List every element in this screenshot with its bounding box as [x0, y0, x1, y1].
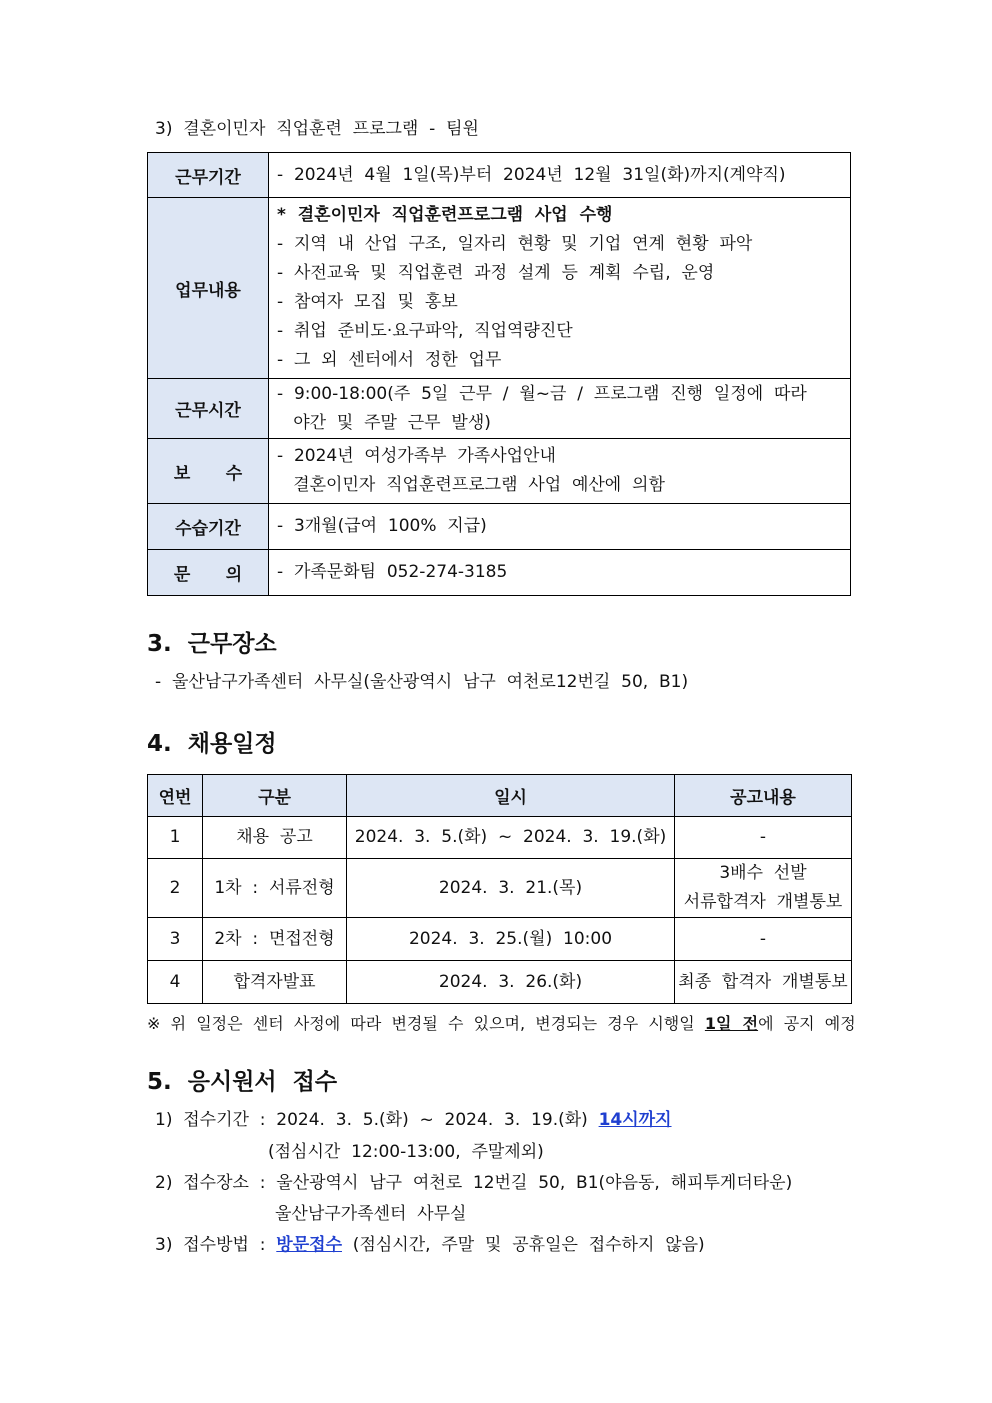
table-row — [148, 859, 852, 918]
application-method — [155, 1234, 705, 1256]
row-label: 근무기간 — [148, 153, 269, 198]
table-row — [148, 153, 851, 198]
table-row — [148, 439, 851, 504]
table-row — [148, 961, 852, 1004]
row-value: - 3개월(급여 100% 지급) — [269, 504, 851, 550]
subsection-heading: 3) 결혼이민자 직업훈련 프로그램 - 팀원 — [155, 119, 479, 139]
pay-line: 결혼이민자 직업훈련프로그램 사업 예산에 의함 — [277, 475, 665, 495]
application-period — [155, 1109, 672, 1131]
workplace-text: - 울산남구가족센터 사무실(울산광역시 남구 여천로12번길 50, B1) — [155, 672, 689, 692]
duty-line: - 참여자 모집 및 홍보 — [277, 292, 458, 312]
cell-type: 합격자발표 — [203, 961, 347, 1004]
row-value: - 2024년 4월 1일(목)부터 2024년 12월 31일(화)까지(계약직) — [269, 153, 851, 198]
cell-type: 2차 : 면접전형 — [203, 918, 347, 961]
period-note: (점심시간 12:00-13:00, 주말제외) — [268, 1142, 544, 1162]
note-line: 3배수 선발 — [719, 863, 807, 883]
row-value — [269, 379, 851, 439]
cell-date: 2024. 3. 26.(화) — [347, 961, 675, 1004]
cell-no: 3 — [148, 918, 203, 961]
cell-no: 4 — [148, 961, 203, 1004]
duty-line: - 사전교육 및 직업훈련 과정 설계 등 계획 수립, 운영 — [277, 263, 715, 283]
period-text: 1) 접수기간 : 2024. 3. 5.(화) ~ 2024. 3. 19.(화) — [155, 1110, 599, 1130]
method-text: (점심시간, 주말 및 공휴일은 접수하지 않음) — [342, 1235, 705, 1255]
table-row — [148, 198, 851, 379]
table-row — [148, 504, 851, 550]
application-place-line2: 울산남구가족센터 사무실 — [275, 1204, 467, 1224]
hours-line: 야간 및 주말 근무 발생) — [277, 412, 491, 433]
cell-no: 1 — [148, 817, 203, 859]
duty-line: - 지역 내 산업 구조, 일자리 현황 및 기업 연계 현황 파악 — [277, 234, 753, 254]
row-label: 보 수 — [148, 439, 269, 504]
table-row — [148, 817, 852, 859]
note-line: 서류합격자 개별통보 — [683, 892, 843, 912]
cell-note — [675, 859, 852, 918]
cell-date: 2024. 3. 25.(월) 10:00 — [347, 918, 675, 961]
duty-line: - 그 외 센터에서 정한 업무 — [277, 350, 502, 370]
row-value — [269, 439, 851, 504]
pay-line: - 2024년 여성가족부 가족사업안내 — [277, 446, 556, 466]
method-text: 3) 접수방법 : — [155, 1235, 277, 1255]
table-header-row — [148, 775, 852, 817]
method-emphasis: 방문접수 — [276, 1235, 342, 1255]
row-value — [269, 198, 851, 379]
job-details-table — [147, 152, 851, 596]
table-row — [148, 550, 851, 596]
section-title-application: 5. 응시원서 접수 — [147, 1069, 338, 1095]
cell-type: 채용 공고 — [203, 817, 347, 859]
hours-line: - 9:00-18:00(주 5일 근무 / 월~금 / 프로그램 진행 일정에 따라 — [277, 383, 807, 404]
column-header: 구분 — [203, 775, 347, 817]
table-row — [148, 918, 852, 961]
duty-line: * 결혼이민자 직업훈련프로그램 사업 수행 — [277, 205, 613, 225]
cell-no: 2 — [148, 859, 203, 918]
cell-date: 2024. 3. 21.(목) — [347, 859, 675, 918]
note-text: 에 공지 예정 — [758, 1014, 856, 1033]
row-label: 수습기간 — [148, 504, 269, 550]
cell-note: 최종 합격자 개별통보 — [675, 961, 852, 1004]
cell-note: - — [675, 817, 852, 859]
note-text: ※ 위 일정은 센터 사정에 따라 변경될 수 있으며, 변경되는 경우 시행일 — [147, 1014, 705, 1033]
cell-date: 2024. 3. 5.(화) ~ 2024. 3. 19.(화) — [347, 817, 675, 859]
row-label: 업무내용 — [148, 198, 269, 379]
section-title-schedule: 4. 채용일정 — [147, 731, 277, 757]
section-title-workplace: 3. 근무장소 — [147, 631, 277, 657]
schedule-note — [147, 1013, 856, 1035]
application-place: 2) 접수장소 : 울산광역시 남구 여천로 12번길 50, B1(야음동, 해피투게더타운) — [155, 1173, 793, 1193]
column-header: 공고내용 — [675, 775, 852, 817]
row-label: 근무시간 — [148, 379, 269, 439]
table-row — [148, 379, 851, 439]
column-header: 일시 — [347, 775, 675, 817]
cell-note: - — [675, 918, 852, 961]
cell-type: 1차 : 서류전형 — [203, 859, 347, 918]
duty-line: - 취업 준비도·요구파악, 직업역량진단 — [277, 321, 573, 341]
row-label: 문 의 — [148, 550, 269, 596]
row-value: - 가족문화팀 052-274-3185 — [269, 550, 851, 596]
note-emphasis: 1일 전 — [704, 1014, 759, 1033]
deadline-emphasis: 14시까지 — [598, 1110, 672, 1130]
column-header: 연번 — [148, 775, 203, 817]
schedule-table — [147, 774, 852, 1004]
